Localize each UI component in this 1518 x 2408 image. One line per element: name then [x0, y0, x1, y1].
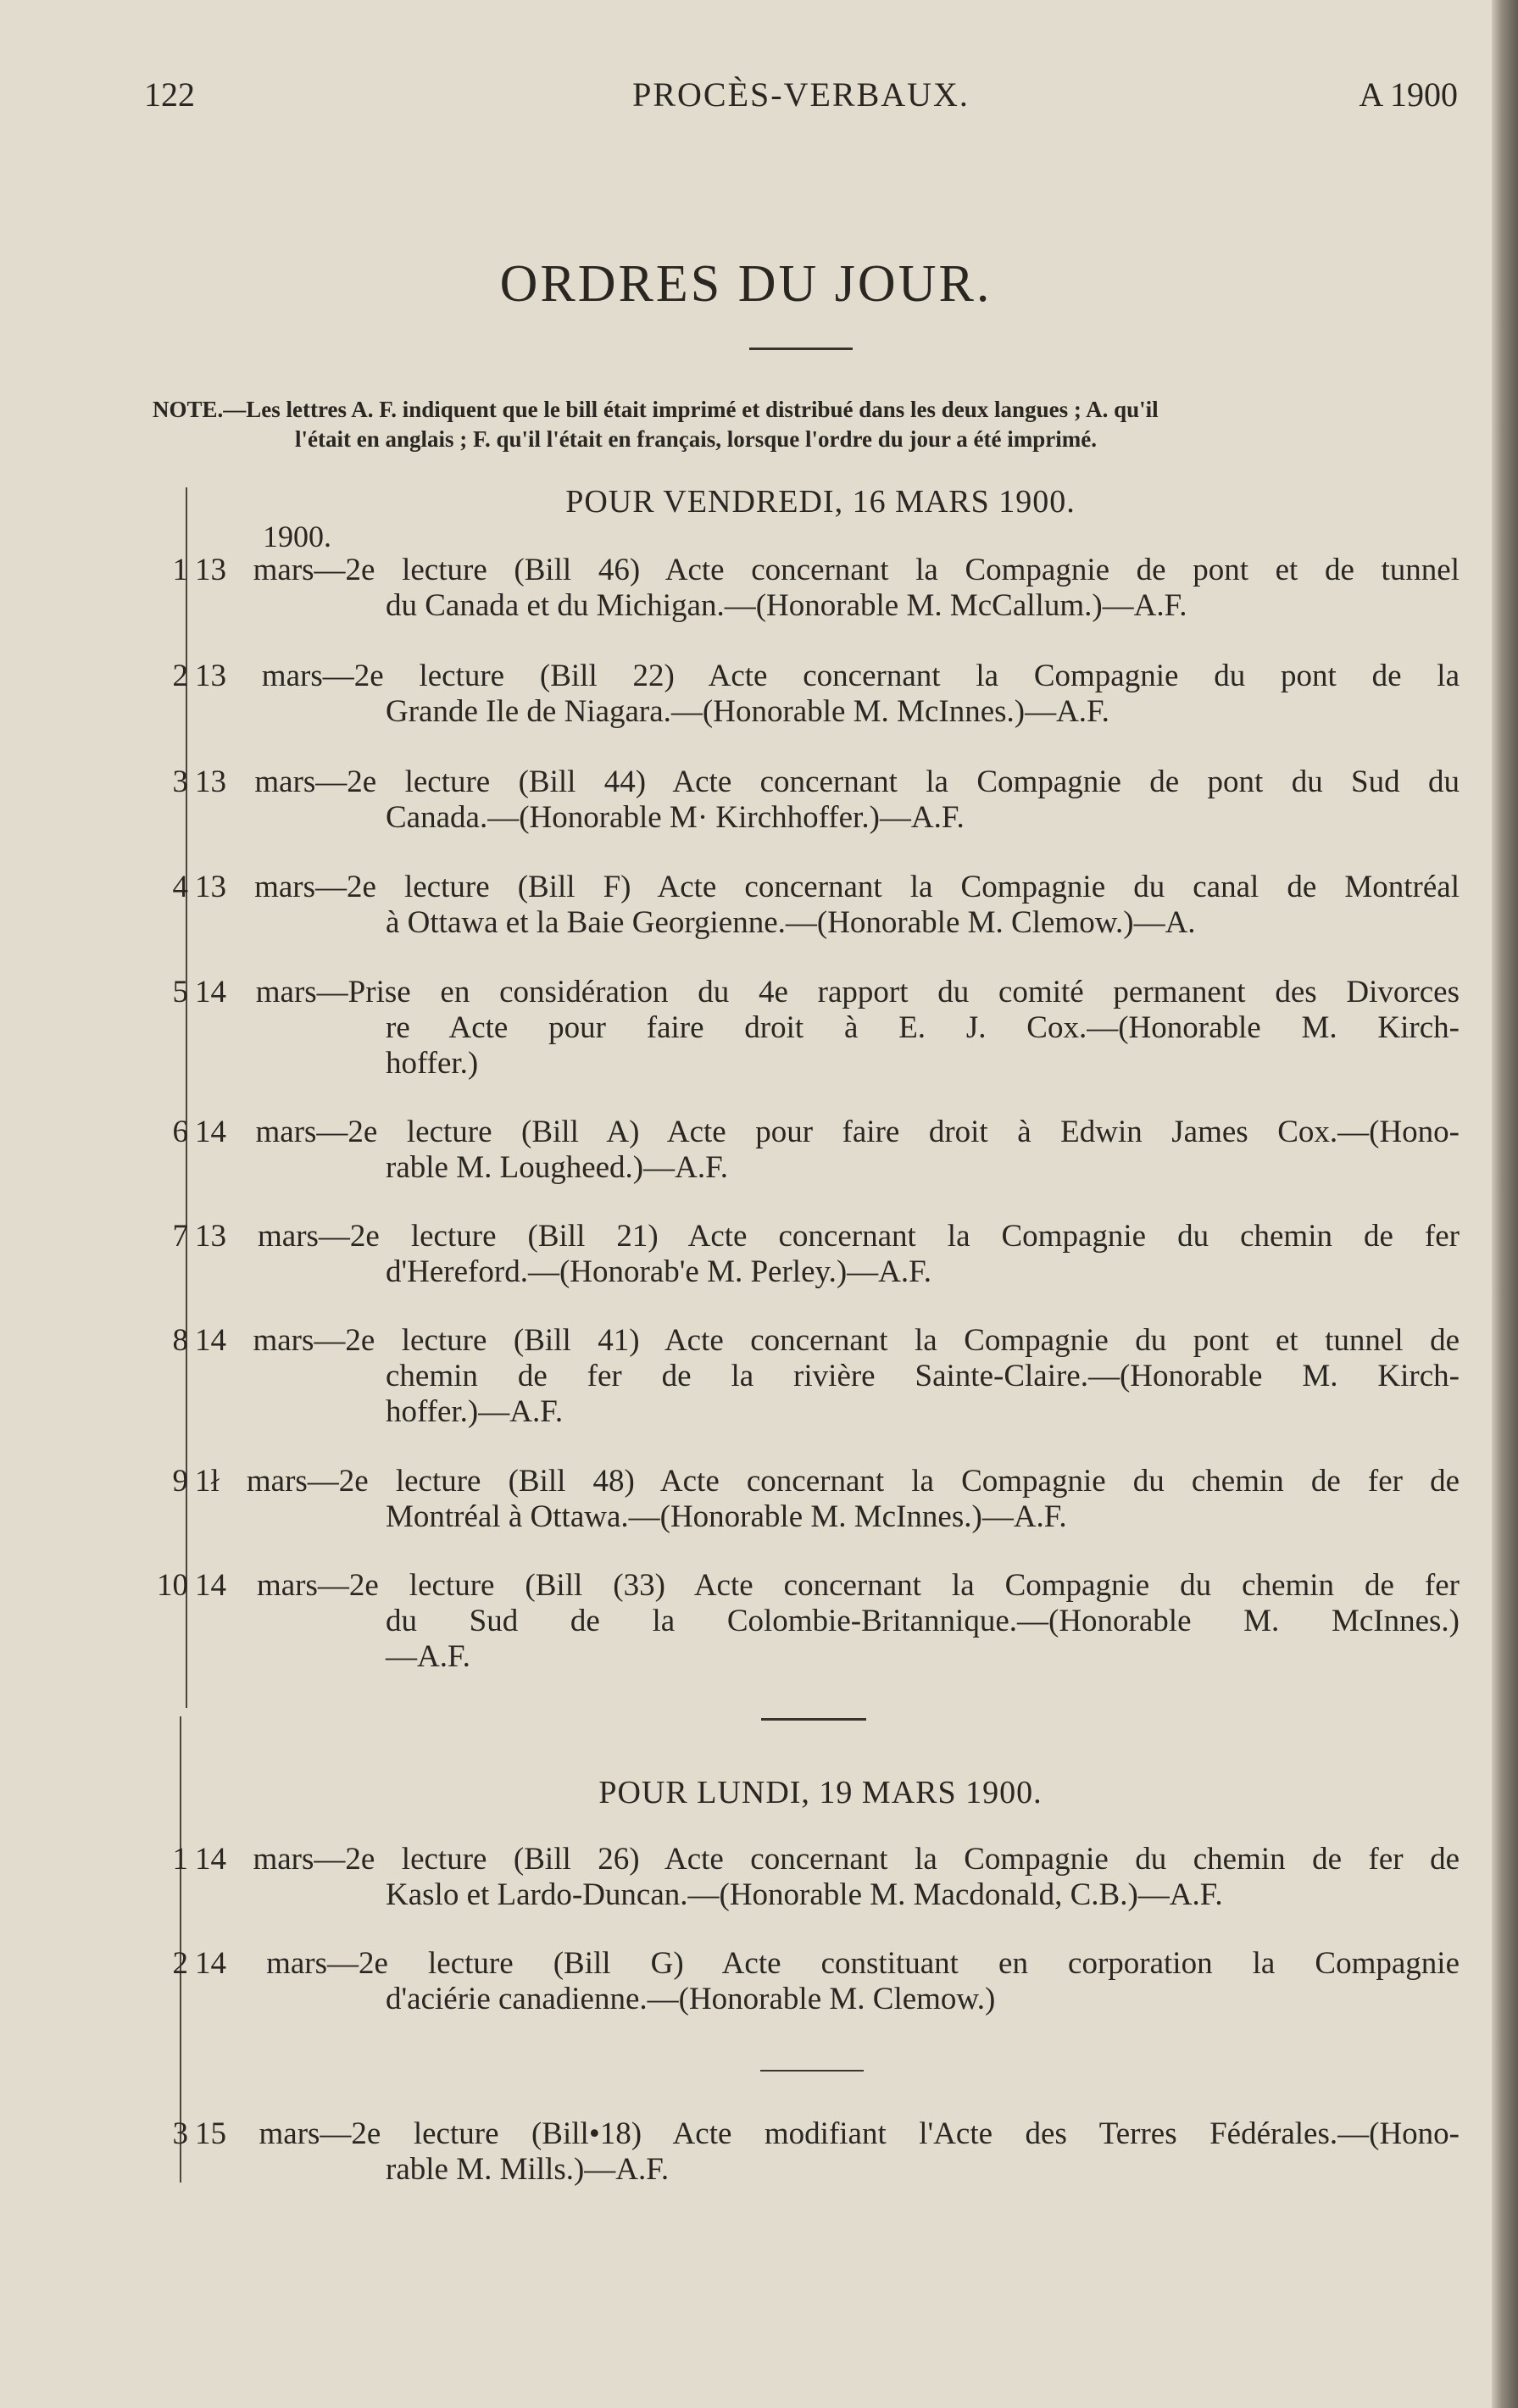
entry-number: 4 — [172, 870, 188, 904]
note — [153, 395, 1462, 454]
entry-number: 6 — [172, 1115, 188, 1149]
entry-line: 13 mars—2e lecture (Bill 46) Acte concernant la Compagnie de pont et de tunnel — [195, 553, 1460, 587]
entry-line: hoffer.)—A.F. — [386, 1394, 564, 1429]
entry-line: re Acte pour faire droit à E. J. Cox.—(Honorable M. Kirch- — [386, 1010, 1460, 1045]
entry-line: Canada.—(Honorable M· Kirchhoffer.)—A.F. — [386, 800, 965, 835]
entry-number: 7 — [172, 1219, 188, 1254]
order-entry-3 — [144, 765, 1460, 836]
entry-line: hoffer.) — [386, 1046, 479, 1081]
entry-number: 1 — [172, 553, 188, 587]
order-entry-6 — [144, 1115, 1460, 1186]
entry-number: 1 — [172, 1842, 188, 1877]
order-entry-12 — [144, 1946, 1460, 2017]
entry-line: rable M. Lougheed.)—A.F. — [386, 1150, 728, 1185]
page-title: ORDRES DU JOUR. — [499, 255, 993, 313]
order-entry-10 — [144, 1568, 1460, 1675]
running-title: PROCÈS-VERBAUX. — [632, 75, 970, 114]
entry-line: Kaslo et Lardo-Duncan.—(Honorable M. Macdonald, C.B.)—A.F. — [386, 1877, 1223, 1912]
entry-number: 5 — [172, 975, 188, 1009]
order-entry-5 — [144, 975, 1460, 1082]
entry-line: 13 mars—2e lecture (Bill 21) Acte concernant la Compagnie du chemin de fer — [195, 1219, 1460, 1254]
order-entry-13 — [144, 2116, 1460, 2188]
page-binding-edge — [1492, 0, 1518, 2408]
entry-number: 3 — [172, 2116, 188, 2151]
section-rule — [761, 1718, 866, 1721]
running-head — [144, 75, 1458, 125]
note-line-1: NOTE.—Les lettres A. F. indiquent que le bill était imprimé et distribué dans les deux langues ; A. qu'il — [153, 397, 1159, 422]
entry-number: 2 — [172, 659, 188, 693]
entry-number: 8 — [172, 1323, 188, 1358]
title-rule — [749, 348, 853, 350]
entry-line: 13 mars—2e lecture (Bill 22) Acte concernant la Compagnie du pont de la — [195, 659, 1460, 693]
entry-line: rable M. Mills.)—A.F. — [386, 2152, 670, 2187]
entry-number: 9 — [172, 1464, 188, 1499]
entry-number: 10 — [157, 1568, 188, 1603]
entry-line: 13 mars—2e lecture (Bill F) Acte concernant la Compagnie du canal de Montréal — [195, 870, 1460, 904]
entry-line: 14 mars—Prise en considération du 4e rapport du comité permanent des Divorces — [195, 975, 1460, 1009]
entry-line: —A.F. — [386, 1639, 470, 1674]
entry-line: 15 mars—2e lecture (Bill•18) Acte modifiant l'Acte des Terres Fédérales.—(Hono- — [195, 2116, 1460, 2151]
order-entry-11 — [144, 1842, 1460, 1913]
entry-number: 2 — [172, 1946, 188, 1981]
page-number: 122 — [144, 75, 195, 114]
entry-line: 1ł mars—2e lecture (Bill 48) Acte concernant la Compagnie du chemin de fer de — [195, 1464, 1460, 1499]
entry-line: 14 mars—2e lecture (Bill G) Acte constituant en corporation la Compagnie — [195, 1946, 1460, 1981]
order-entry-1 — [144, 553, 1460, 624]
entry-line: à Ottawa et la Baie Georgienne.—(Honorable M. Clemow.)—A. — [386, 905, 1196, 940]
order-entry-7 — [144, 1219, 1460, 1290]
entry-line: Montréal à Ottawa.—(Honorable M. McInnes.)—A.F. — [386, 1499, 1067, 1534]
entry-line: d'aciérie canadienne.—(Honorable M. Clemow.) — [386, 1982, 996, 2016]
entry-line: du Canada et du Michigan.—(Honorable M. McCallum.)—A.F. — [386, 588, 1187, 623]
section-year: 1900. — [263, 520, 331, 553]
entry-line: 14 mars—2e lecture (Bill 26) Acte concernant la Compagnie du chemin de fer de — [195, 1842, 1460, 1877]
note-line-2: l'était en anglais ; F. qu'il l'était en français, lorsque l'ordre du jour a été imprimé. — [295, 426, 1097, 452]
order-entry-4 — [144, 870, 1460, 941]
entry-number: 3 — [172, 765, 188, 799]
entry-line: du Sud de la Colombie-Britannique.—(Honorable M. McInnes.) — [386, 1604, 1460, 1638]
section-heading-monday: POUR LUNDI, 19 MARS 1900. — [598, 1775, 1043, 1810]
order-entry-9 — [144, 1464, 1460, 1535]
entry-line: 14 mars—2e lecture (Bill A) Acte pour faire droit à Edwin James Cox.—(Hono- — [195, 1115, 1460, 1149]
entry-line: d'Hereford.—(Honorab'e M. Perley.)—A.F. — [386, 1254, 931, 1289]
entry-line: 14 mars—2e lecture (Bill 41) Acte concernant la Compagnie du pont et tunnel de — [195, 1323, 1460, 1358]
order-entry-2 — [144, 659, 1460, 730]
entry-line: Grande Ile de Niagara.—(Honorable M. McInnes.)—A.F. — [386, 694, 1109, 729]
section-heading-friday: POUR VENDREDI, 16 MARS 1900. — [565, 484, 1076, 520]
order-entry-8 — [144, 1323, 1460, 1430]
entry-line: chemin de fer de la rivière Sainte-Claire.—(Honorable M. Kirch- — [386, 1359, 1460, 1393]
year-label: A 1900 — [1359, 75, 1458, 114]
entry-line: 13 mars—2e lecture (Bill 44) Acte concernant la Compagnie de pont du Sud du — [195, 765, 1460, 799]
entry-line: 14 mars—2e lecture (Bill (33) Acte concernant la Compagnie du chemin de fer — [195, 1568, 1460, 1603]
section-rule — [760, 2070, 864, 2072]
